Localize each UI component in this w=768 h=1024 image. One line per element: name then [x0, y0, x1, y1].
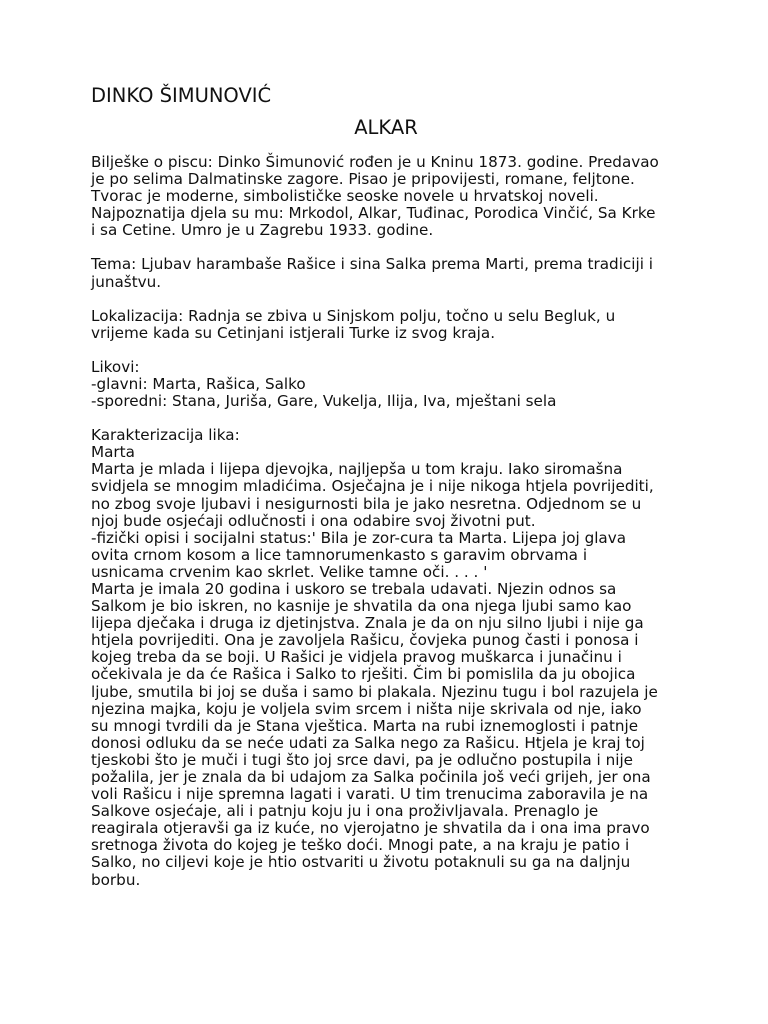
text-line: Marta: [91, 443, 135, 462]
text-line: usnicama crvenim kao skrlet. Velike tamne oči. . . . ': [91, 562, 488, 581]
text-line: reagirala otjeravši ga iz kuće, no vjerojatno je shvatila da i ona ima pravo: [91, 819, 650, 838]
text-line: kojeg treba da se boji. U Rašici je vidjela pravog muškarca i junačinu i: [91, 648, 622, 667]
text-line: htjela povrijediti. Ona je zavoljela Rašicu, čovjeka punog časti i ponosa i: [91, 631, 639, 650]
text-line: Lokalizacija: Radnja se zbiva u Sinjskom polju, točno u selu Begluk, u: [91, 306, 616, 325]
text-line: ljube, smutila bi joj se duša i samo bi plakala. Njezinu tugu i bol razujela je: [91, 682, 658, 701]
text-line: očekivala je da će Rašica i Salko to rješiti. Čim bi pomislila da ju obojica: [91, 665, 636, 684]
text-line: Karakterizacija lika:: [91, 426, 240, 445]
text-line: sretnoga života do kojeg je teško doći. Mnogi pate, a na kraju je patio i: [91, 836, 630, 855]
text-line: njoj bude osjećaji odlučnosti i ona odabire svoj životni put.: [91, 511, 536, 530]
text-line: voli Rašicu i nije spremna lagati i varati. U tim trenucima zaboravila je na: [91, 785, 649, 804]
text-line: Bilješke o piscu: Dinko Šimunović rođen je u Kninu 1873. godine. Predavao: [91, 153, 659, 171]
text-line: Marta je mlada i lijepa djevojka, najljepša u tom kraju. Iako siromašna: [91, 460, 623, 479]
author-notes-paragraph: [91, 154, 681, 239]
text-line: tjeskobi što je muči i tugi što joj srce davi, pa je odlučno postupila i nije: [91, 750, 634, 769]
text-line: svidjela se mnogim mladićima. Osječajna je i nije nikoga htjela povrijediti,: [91, 477, 654, 496]
theme-paragraph: [91, 256, 681, 290]
document-page: [91, 84, 681, 889]
text-line: -glavni: Marta, Rašica, Salko: [91, 374, 306, 393]
text-line: Tema: Ljubav harambaše Rašice i sina Salka prema Marti, prema tradiciji i: [91, 255, 653, 274]
author-heading: DINKO ŠIMUNOVIĆ: [91, 84, 272, 107]
text-line: junaštvu.: [91, 272, 162, 291]
text-line: -sporedni: Stana, Juriša, Gare, Vukelja, Ilija, Iva, mještani sela: [91, 392, 557, 411]
text-line: borbu.: [91, 870, 141, 889]
characters-paragraph: [91, 359, 681, 410]
text-line: je po selima Dalmatinske zagore. Pisao je pripovijesti, romane, feljtone.: [91, 170, 635, 189]
text-line: i sa Cetine. Umro je u Zagrebu 1933. godine.: [91, 221, 434, 240]
text-line: no zbog svoje ljubavi i nesigurnosti bila je jako nesretna. Odjednom se u: [91, 494, 642, 513]
text-line: Marta je imala 20 godina i uskoro se trebala udavati. Njezin odnos sa: [91, 579, 617, 598]
text-line: su mnogi tvrdili da je Stana vještica. Marta na rubi iznemoglosti i patnje: [91, 716, 639, 735]
text-line: Likovi:: [91, 357, 140, 376]
text-line: lijepa dječaka i druga iz djetinjstva. Znala je da on nju silno ljubi i nije ga: [91, 614, 644, 633]
text-line: Salko, no ciljevi koje je htio ostvariti u životu potaknuli su ga na daljnju: [91, 853, 631, 872]
text-line: -fizički opisi i socijalni status:' Bila je zor-cura ta Marta. Lijepa joj glava: [91, 528, 627, 547]
text-line: donosi odluku da se neće udati za Salka nego za Rašicu. Htjela je kraj toj: [91, 733, 645, 752]
characterization-paragraph: [91, 427, 681, 889]
text-line: ovita crnom kosom a lice tamnorumenkasto s garavim obrvama i: [91, 545, 588, 564]
text-line: požalila, jer je znala da bi udajom za Salka počinila još veći grijeh, jer ona: [91, 768, 651, 786]
text-line: Najpoznatija djela su mu: Mrkodol, Alkar, Tuđinac, Porodica Vinčić, Sa Krke: [91, 204, 656, 223]
work-title: ALKAR: [354, 116, 418, 139]
setting-paragraph: [91, 308, 681, 342]
text-line: vrijeme kada su Cetinjani istjerali Turke iz svog kraja.: [91, 323, 496, 342]
text-line: Salkove osjećaje, ali i patnju koju ju i ona proživljavala. Prenaglo je: [91, 802, 599, 821]
text-line: Salkom je bio iskren, no kasnije je shvatila da ona njega ljubi samo kao: [91, 597, 632, 616]
text-line: njezina majka, koju je voljela svim srcem i ništa nije skrivala od nje, iako: [91, 699, 642, 718]
text-line: Tvorac je moderne, simbolističke seoske novele u hrvatskoj noveli.: [91, 187, 599, 206]
